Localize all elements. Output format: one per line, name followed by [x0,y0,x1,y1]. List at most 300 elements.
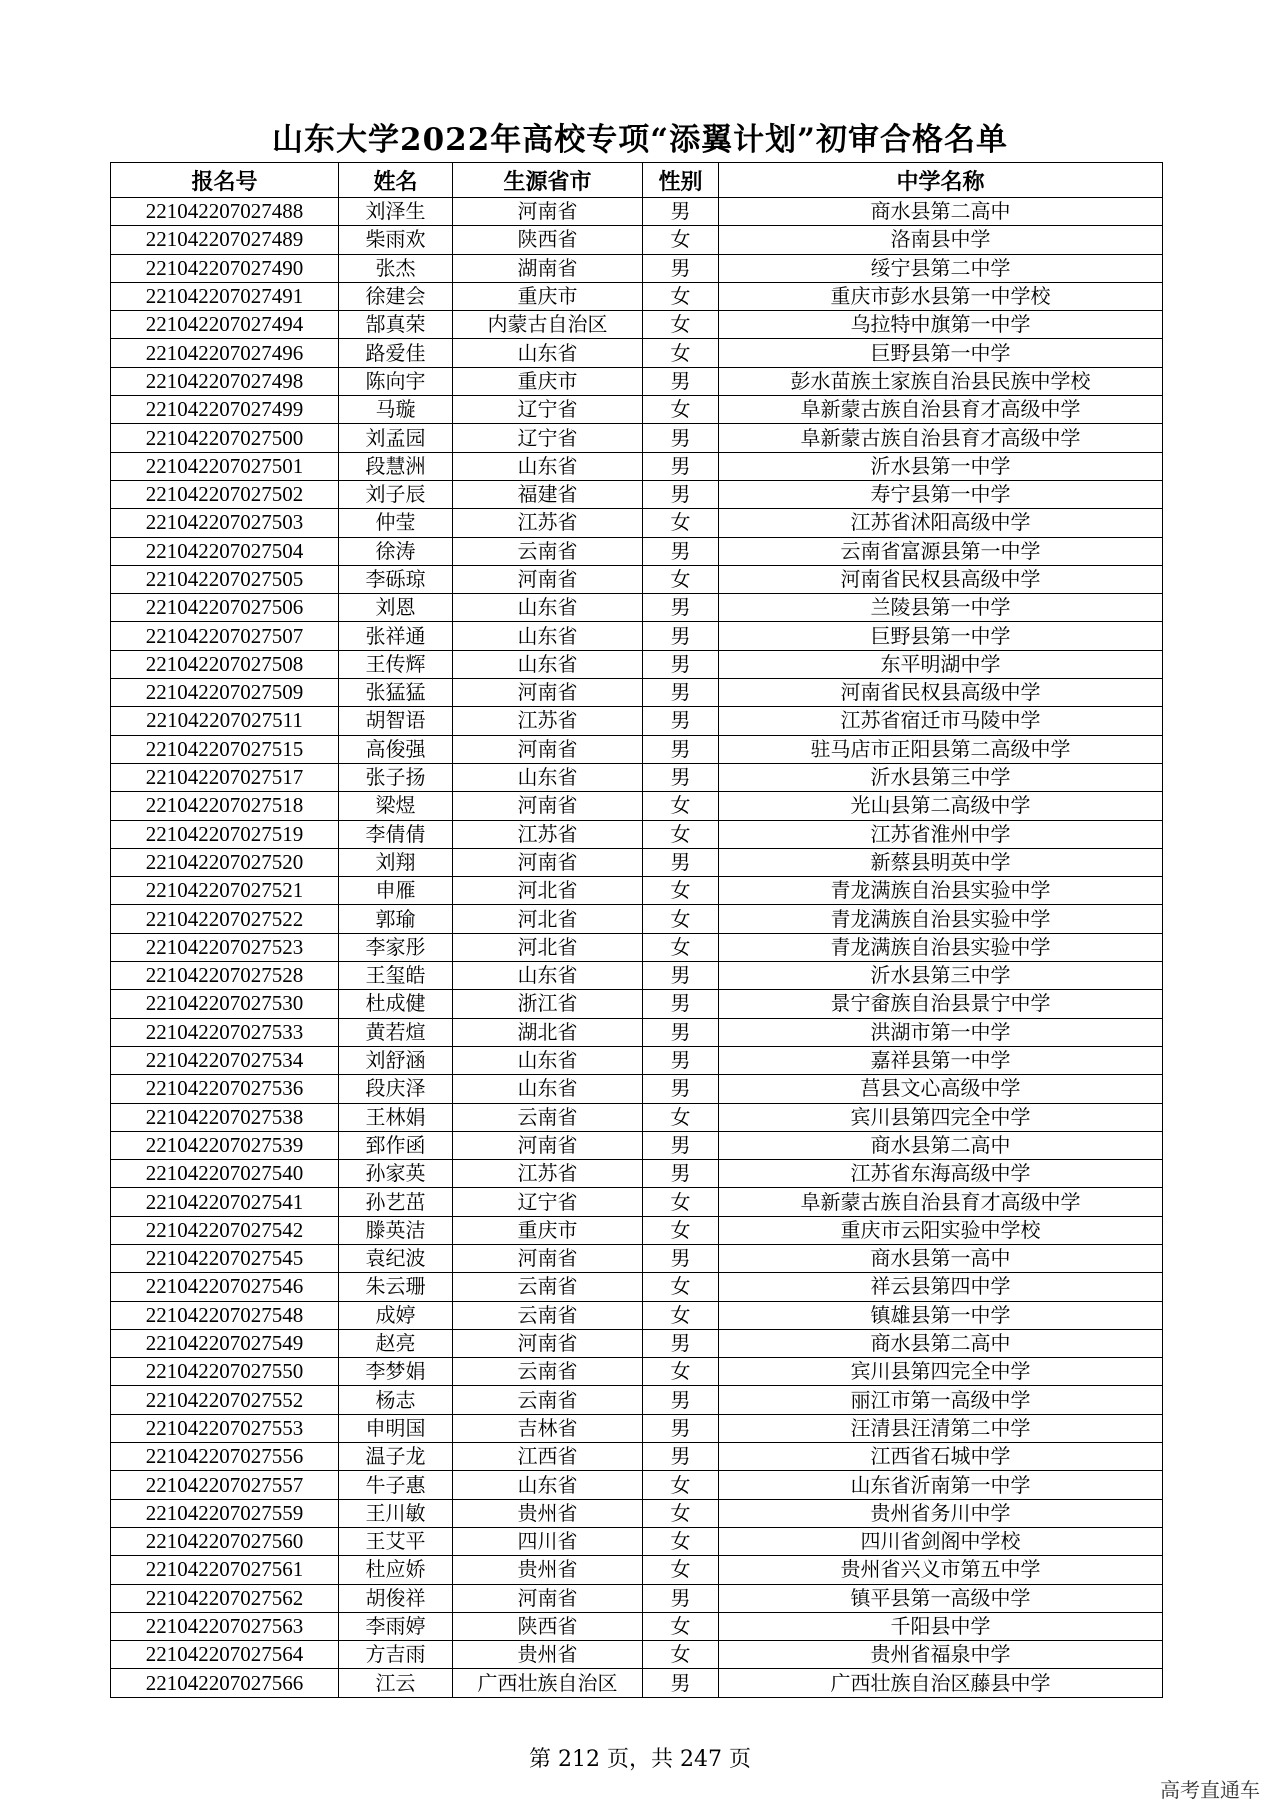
table-row [111,1471,1163,1499]
cell-school: 镇雄县第一中学 [719,1301,1163,1329]
cell-registration-number: 221042207027564 [111,1641,339,1669]
cell-gender: 男 [643,763,719,791]
cell-gender: 女 [643,396,719,424]
table-row [111,367,1163,395]
table-row [111,1160,1163,1188]
cell-province: 山东省 [453,339,643,367]
cell-school: 江苏省东海高级中学 [719,1160,1163,1188]
cell-school: 青龙满族自治县实验中学 [719,877,1163,905]
cell-school: 山东省沂南第一中学 [719,1471,1163,1499]
table-row [111,933,1163,961]
table-row [111,1188,1163,1216]
cell-name: 李梦娟 [339,1358,453,1386]
cell-province: 山东省 [453,1075,643,1103]
cell-name: 李雨婷 [339,1612,453,1640]
cell-name: 柴雨欢 [339,226,453,254]
cell-registration-number: 221042207027508 [111,650,339,678]
cell-province: 河南省 [453,679,643,707]
cell-registration-number: 221042207027561 [111,1556,339,1584]
cell-school: 千阳县中学 [719,1612,1163,1640]
cell-registration-number: 221042207027517 [111,763,339,791]
cell-name: 李倩倩 [339,820,453,848]
cell-name: 胡俊祥 [339,1584,453,1612]
cell-school: 江西省石城中学 [719,1443,1163,1471]
cell-registration-number: 221042207027549 [111,1329,339,1357]
cell-province: 贵州省 [453,1556,643,1584]
cell-registration-number: 221042207027538 [111,1103,339,1131]
cell-gender: 女 [643,311,719,339]
cell-school: 洛南县中学 [719,226,1163,254]
cell-name: 赵亮 [339,1329,453,1357]
cell-gender: 男 [643,254,719,282]
cell-gender: 女 [643,820,719,848]
cell-province: 湖南省 [453,254,643,282]
cell-school: 商水县第二高中 [719,1329,1163,1357]
table-row [111,877,1163,905]
cell-registration-number: 221042207027523 [111,933,339,961]
cell-province: 辽宁省 [453,424,643,452]
cell-registration-number: 221042207027505 [111,565,339,593]
cell-province: 贵州省 [453,1499,643,1527]
header-name: 姓名 [339,163,453,198]
cell-name: 方吉雨 [339,1641,453,1669]
cell-name: 李家彤 [339,933,453,961]
cell-gender: 男 [643,1386,719,1414]
cell-school: 贵州省兴义市第五中学 [719,1556,1163,1584]
cell-registration-number: 221042207027503 [111,509,339,537]
cell-province: 河北省 [453,933,643,961]
cell-registration-number: 221042207027546 [111,1273,339,1301]
cell-name: 张祥通 [339,622,453,650]
roster-body [111,198,1163,1698]
cell-registration-number: 221042207027562 [111,1584,339,1612]
cell-province: 重庆市 [453,282,643,310]
table-row [111,1244,1163,1272]
table-row [111,707,1163,735]
cell-name: 刘舒涵 [339,1046,453,1074]
table-row [111,1018,1163,1046]
cell-gender: 女 [643,509,719,537]
cell-province: 云南省 [453,537,643,565]
cell-province: 内蒙古自治区 [453,311,643,339]
cell-province: 河北省 [453,905,643,933]
table-row [111,1527,1163,1555]
cell-name: 李砾琼 [339,565,453,593]
cell-province: 河南省 [453,1584,643,1612]
cell-gender: 男 [643,1131,719,1159]
cell-name: 徐建会 [339,282,453,310]
cell-gender: 男 [643,1329,719,1357]
cell-name: 王传辉 [339,650,453,678]
cell-province: 江西省 [453,1443,643,1471]
table-row [111,962,1163,990]
cell-province: 河南省 [453,792,643,820]
cell-gender: 女 [643,1471,719,1499]
cell-name: 高俊强 [339,735,453,763]
cell-gender: 男 [643,594,719,622]
cell-registration-number: 221042207027511 [111,707,339,735]
table-row [111,311,1163,339]
cell-province: 河南省 [453,735,643,763]
cell-school: 祥云县第四中学 [719,1273,1163,1301]
cell-school: 贵州省福泉中学 [719,1641,1163,1669]
cell-name: 申明国 [339,1414,453,1442]
cell-province: 江苏省 [453,509,643,537]
cell-school: 镇平县第一高级中学 [719,1584,1163,1612]
cell-name: 郅作函 [339,1131,453,1159]
cell-school: 丽江市第一高级中学 [719,1386,1163,1414]
cell-registration-number: 221042207027533 [111,1018,339,1046]
cell-gender: 女 [643,1556,719,1584]
cell-name: 梁煜 [339,792,453,820]
table-row [111,1584,1163,1612]
table-row [111,424,1163,452]
table-row [111,509,1163,537]
table-row [111,820,1163,848]
cell-name: 牛子惠 [339,1471,453,1499]
cell-name: 段庆泽 [339,1075,453,1103]
cell-province: 山东省 [453,1471,643,1499]
table-row [111,792,1163,820]
cell-name: 王艾平 [339,1527,453,1555]
table-row [111,679,1163,707]
cell-province: 贵州省 [453,1641,643,1669]
table-row [111,480,1163,508]
cell-gender: 女 [643,1103,719,1131]
cell-registration-number: 221042207027563 [111,1612,339,1640]
cell-school: 贵州省务川中学 [719,1499,1163,1527]
cell-province: 河南省 [453,1329,643,1357]
cell-school: 江苏省沭阳高级中学 [719,509,1163,537]
cell-name: 路爱佳 [339,339,453,367]
cell-gender: 女 [643,1301,719,1329]
cell-province: 河南省 [453,198,643,226]
cell-gender: 男 [643,198,719,226]
cell-school: 河南省民权县高级中学 [719,565,1163,593]
cell-name: 段慧洲 [339,452,453,480]
table-row [111,1103,1163,1131]
cell-school: 沂水县第一中学 [719,452,1163,480]
cell-registration-number: 221042207027521 [111,877,339,905]
cell-school: 广西壮族自治区藤县中学 [719,1669,1163,1697]
cell-registration-number: 221042207027491 [111,282,339,310]
table-row [111,537,1163,565]
cell-registration-number: 221042207027496 [111,339,339,367]
table-row [111,1499,1163,1527]
cell-school: 寿宁县第一中学 [719,480,1163,508]
cell-province: 陕西省 [453,1612,643,1640]
cell-school: 阜新蒙古族自治县育才高级中学 [719,396,1163,424]
cell-registration-number: 221042207027550 [111,1358,339,1386]
cell-province: 江苏省 [453,1160,643,1188]
cell-gender: 男 [643,962,719,990]
cell-province: 吉林省 [453,1414,643,1442]
cell-school: 河南省民权县高级中学 [719,679,1163,707]
cell-registration-number: 221042207027506 [111,594,339,622]
cell-registration-number: 221042207027548 [111,1301,339,1329]
cell-province: 云南省 [453,1301,643,1329]
cell-registration-number: 221042207027528 [111,962,339,990]
table-row [111,282,1163,310]
header-registration-number: 报名号 [111,163,339,198]
cell-name: 刘泽生 [339,198,453,226]
cell-name: 张猛猛 [339,679,453,707]
table-row [111,1669,1163,1697]
cell-registration-number: 221042207027504 [111,537,339,565]
cell-gender: 女 [643,1612,719,1640]
cell-gender: 男 [643,848,719,876]
table-row [111,1443,1163,1471]
cell-gender: 男 [643,1584,719,1612]
cell-province: 河北省 [453,877,643,905]
table-row [111,763,1163,791]
cell-gender: 男 [643,1018,719,1046]
cell-province: 山东省 [453,1046,643,1074]
cell-name: 朱云珊 [339,1273,453,1301]
cell-gender: 女 [643,565,719,593]
cell-gender: 男 [643,1443,719,1471]
cell-province: 河南省 [453,848,643,876]
cell-province: 云南省 [453,1103,643,1131]
cell-name: 仲莹 [339,509,453,537]
cell-school: 新蔡县明英中学 [719,848,1163,876]
table-row [111,254,1163,282]
cell-name: 黄若煊 [339,1018,453,1046]
cell-gender: 女 [643,1188,719,1216]
cell-gender: 男 [643,707,719,735]
cell-name: 袁纪波 [339,1244,453,1272]
table-row [111,1556,1163,1584]
cell-gender: 女 [643,1527,719,1555]
cell-province: 山东省 [453,763,643,791]
cell-gender: 男 [643,650,719,678]
cell-province: 河南省 [453,565,643,593]
table-row [111,622,1163,650]
cell-registration-number: 221042207027566 [111,1669,339,1697]
cell-name: 温子龙 [339,1443,453,1471]
cell-gender: 男 [643,452,719,480]
cell-registration-number: 221042207027498 [111,367,339,395]
cell-school: 江苏省淮州中学 [719,820,1163,848]
cell-name: 江云 [339,1669,453,1697]
table-row [111,1612,1163,1640]
table-row [111,1358,1163,1386]
cell-registration-number: 221042207027499 [111,396,339,424]
cell-school: 汪清县汪清第二中学 [719,1414,1163,1442]
cell-registration-number: 221042207027501 [111,452,339,480]
cell-registration-number: 221042207027557 [111,1471,339,1499]
cell-registration-number: 221042207027489 [111,226,339,254]
cell-registration-number: 221042207027556 [111,1443,339,1471]
cell-province: 广西壮族自治区 [453,1669,643,1697]
cell-registration-number: 221042207027534 [111,1046,339,1074]
cell-school: 重庆市彭水县第一中学校 [719,282,1163,310]
cell-registration-number: 221042207027559 [111,1499,339,1527]
cell-school: 巨野县第一中学 [719,339,1163,367]
cell-school: 青龙满族自治县实验中学 [719,933,1163,961]
cell-gender: 男 [643,622,719,650]
cell-school: 莒县文心高级中学 [719,1075,1163,1103]
header-row [111,163,1163,198]
cell-province: 河南省 [453,1244,643,1272]
cell-school: 沂水县第三中学 [719,763,1163,791]
cell-school: 阜新蒙古族自治县育才高级中学 [719,424,1163,452]
cell-registration-number: 221042207027500 [111,424,339,452]
cell-school: 江苏省宿迁市马陵中学 [719,707,1163,735]
cell-name: 滕英洁 [339,1216,453,1244]
cell-registration-number: 221042207027536 [111,1075,339,1103]
cell-registration-number: 221042207027553 [111,1414,339,1442]
cell-province: 河南省 [453,1131,643,1159]
cell-name: 胡智语 [339,707,453,735]
cell-school: 商水县第一高中 [719,1244,1163,1272]
cell-registration-number: 221042207027515 [111,735,339,763]
cell-province: 山东省 [453,962,643,990]
table-row [111,1046,1163,1074]
cell-registration-number: 221042207027520 [111,848,339,876]
cell-province: 山东省 [453,594,643,622]
cell-province: 浙江省 [453,990,643,1018]
cell-province: 陕西省 [453,226,643,254]
table-row [111,1386,1163,1414]
cell-school: 青龙满族自治县实验中学 [719,905,1163,933]
cell-school: 乌拉特中旗第一中学 [719,311,1163,339]
cell-school: 兰陵县第一中学 [719,594,1163,622]
cell-gender: 男 [643,537,719,565]
cell-school: 宾川县第四完全中学 [719,1358,1163,1386]
cell-gender: 男 [643,990,719,1018]
table-row [111,198,1163,226]
cell-name: 张子扬 [339,763,453,791]
table-row [111,650,1163,678]
cell-name: 申雁 [339,877,453,905]
cell-school: 东平明湖中学 [719,650,1163,678]
table-row [111,990,1163,1018]
table-row [111,339,1163,367]
cell-gender: 男 [643,1075,719,1103]
cell-name: 孙艺茁 [339,1188,453,1216]
cell-school: 商水县第二高中 [719,198,1163,226]
cell-registration-number: 221042207027541 [111,1188,339,1216]
table-row [111,565,1163,593]
cell-gender: 女 [643,905,719,933]
cell-name: 徐涛 [339,537,453,565]
table-row [111,1301,1163,1329]
cell-registration-number: 221042207027540 [111,1160,339,1188]
cell-name: 陈向宇 [339,367,453,395]
cell-gender: 男 [643,480,719,508]
cell-province: 福建省 [453,480,643,508]
cell-name: 杨志 [339,1386,453,1414]
cell-name: 成婷 [339,1301,453,1329]
table-row [111,1075,1163,1103]
cell-school: 光山县第二高级中学 [719,792,1163,820]
cell-school: 嘉祥县第一中学 [719,1046,1163,1074]
cell-gender: 男 [643,1244,719,1272]
cell-gender: 男 [643,1160,719,1188]
cell-province: 山东省 [453,622,643,650]
cell-name: 杜成健 [339,990,453,1018]
cell-gender: 男 [643,1046,719,1074]
cell-name: 刘孟园 [339,424,453,452]
cell-name: 刘翔 [339,848,453,876]
cell-registration-number: 221042207027507 [111,622,339,650]
watermark: 高考直通车 [1160,1778,1260,1802]
header-school: 中学名称 [719,163,1163,198]
cell-gender: 女 [643,1641,719,1669]
cell-school: 洪湖市第一中学 [719,1018,1163,1046]
cell-province: 云南省 [453,1386,643,1414]
cell-gender: 女 [643,1273,719,1301]
cell-gender: 女 [643,339,719,367]
table-row [111,848,1163,876]
cell-province: 云南省 [453,1358,643,1386]
header-province: 生源省市 [453,163,643,198]
cell-province: 四川省 [453,1527,643,1555]
cell-gender: 男 [643,1669,719,1697]
cell-school: 四川省剑阁中学校 [719,1527,1163,1555]
table-row [111,905,1163,933]
header-gender: 性别 [643,163,719,198]
cell-province: 重庆市 [453,367,643,395]
cell-school: 巨野县第一中学 [719,622,1163,650]
table-row [111,1273,1163,1301]
cell-registration-number: 221042207027502 [111,480,339,508]
table-row [111,1216,1163,1244]
cell-school: 商水县第二高中 [719,1131,1163,1159]
cell-gender: 男 [643,679,719,707]
cell-name: 王川敏 [339,1499,453,1527]
cell-registration-number: 221042207027530 [111,990,339,1018]
cell-school: 景宁畲族自治县景宁中学 [719,990,1163,1018]
cell-registration-number: 221042207027519 [111,820,339,848]
table-row [111,1414,1163,1442]
cell-name: 刘子辰 [339,480,453,508]
page-number: 第 212 页，共 247 页 [529,1747,751,1772]
cell-registration-number: 221042207027518 [111,792,339,820]
table-row [111,1131,1163,1159]
table-row [111,1641,1163,1669]
cell-registration-number: 221042207027488 [111,198,339,226]
table-row [111,396,1163,424]
cell-gender: 男 [643,1414,719,1442]
document-title: 山东大学2022年高校专项“添翼计划”初审合格名单 [272,122,1008,158]
table-row [111,735,1163,763]
cell-registration-number: 221042207027509 [111,679,339,707]
cell-name: 刘恩 [339,594,453,622]
cell-gender: 女 [643,877,719,905]
cell-name: 杜应娇 [339,1556,453,1584]
cell-gender: 女 [643,226,719,254]
cell-province: 湖北省 [453,1018,643,1046]
cell-school: 宾川县第四完全中学 [719,1103,1163,1131]
cell-registration-number: 221042207027494 [111,311,339,339]
cell-gender: 女 [643,792,719,820]
table-row [111,452,1163,480]
cell-name: 郭瑜 [339,905,453,933]
cell-registration-number: 221042207027552 [111,1386,339,1414]
table-row [111,226,1163,254]
cell-name: 马璇 [339,396,453,424]
cell-school: 云南省富源县第一中学 [719,537,1163,565]
cell-name: 王玺皓 [339,962,453,990]
cell-registration-number: 221042207027545 [111,1244,339,1272]
cell-name: 郜真荣 [339,311,453,339]
cell-gender: 女 [643,282,719,310]
cell-gender: 男 [643,424,719,452]
cell-school: 绥宁县第二中学 [719,254,1163,282]
cell-province: 辽宁省 [453,396,643,424]
